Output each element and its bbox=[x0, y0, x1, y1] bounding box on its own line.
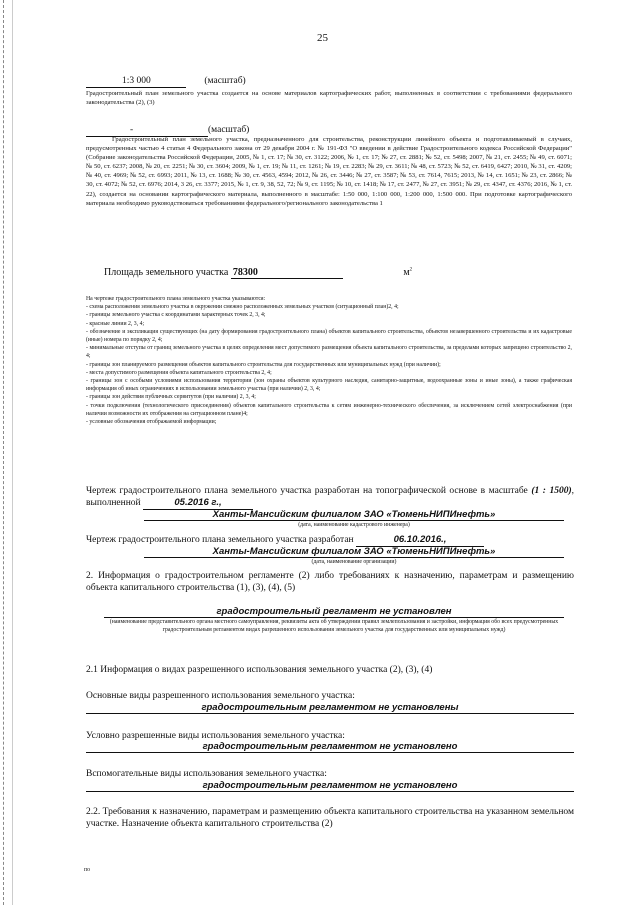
gpzu-developer: Чертеж градостроительного плана земельного участка разработан 06.10.2016., bbox=[86, 534, 574, 547]
scan-edge-left bbox=[3, 0, 5, 905]
scale-note-1: Градостроительный план земельного участка создается на основе материалов картографических работ, выполненных в соответствии с требованиями федерального законодательства (2), (3) bbox=[86, 90, 572, 107]
indication-item: - границы земельного участка с координатами характерных точек 2, 3, 4; bbox=[86, 312, 266, 319]
indication-item: - точки подключения (технологического присоединения) объектов капитального строительства к сетям инженерно-технического обеспечения, за исключением сетей электроснабжения (при наличии возможности их отображения на ситуационном плане)4; bbox=[86, 402, 572, 417]
footer-mark: по bbox=[84, 867, 91, 873]
scale-row-1 bbox=[86, 75, 286, 88]
topo-org: Ханты-Мансийским филиалом ЗАО «ТюменьНИПИнефть» bbox=[144, 509, 564, 521]
main-uses-label: Основные виды разрешенного использования земельного участка: bbox=[86, 691, 355, 701]
regulation-caption: (наименование представительного органа местного самоуправления, реквизиты акта об утверждении правил землепользования и застройки, информация обо всех предусмотренных градостроительным регламентом видах разрешенного использования земельного участка для государственных или муниципальных нужд) bbox=[109, 619, 559, 634]
scale-label-1: (масштаб) bbox=[204, 76, 246, 86]
area-unit: $м^2$ bbox=[403, 267, 413, 278]
auxiliary-uses-value: градостроительным регламентом не установлено bbox=[86, 780, 574, 792]
topo-org-caption: (дата, наименование кадастрового инженера) bbox=[298, 522, 410, 528]
topo-basis: Чертеж градостроительного плана земельного участка разработан на топографической основе в масштабе (1 : 1500), выполненной 05.2016 г., bbox=[86, 486, 574, 508]
regulation-status: градостроительный регламент не установлен bbox=[104, 606, 564, 618]
topo-org-block bbox=[144, 509, 564, 529]
scan-margin-line bbox=[12, 0, 13, 905]
page-number: 25 bbox=[317, 32, 328, 44]
indication-item: - границы зон действия публичных сервитутов (при наличии) 2, 3, 4; bbox=[86, 394, 256, 401]
developer-org-block bbox=[144, 546, 564, 566]
section-2-heading: 2. Информация о градостроительном регламенте (2) либо требованиях к назначению, параметрам и размещению объекта капитального строительства (1), (3), (4), (5) bbox=[86, 571, 574, 593]
area-label: Площадь земельного участка bbox=[104, 267, 229, 278]
indication-item: - границы зон с особыми условиями использования территории (зон охраны объектов культурного наследия, санитарно-защитные, водоохранные зоны и иные зоны), а также графическая информация об иных ограничениях в использовании земельного участка (при наличии) 2, 3, 4; bbox=[86, 378, 572, 393]
developer-org-caption: (дата, наименование организации) bbox=[311, 559, 397, 565]
indications-intro: На чертеже градостроительного плана земельного участка указываются: bbox=[86, 296, 266, 302]
indication-item: - границы зон планируемого размещения объектов капитального строительства для государственных или муниципальных нужд (при наличии); bbox=[86, 361, 441, 368]
scale-label-2: (масштаб) bbox=[208, 125, 250, 135]
area-row bbox=[104, 267, 544, 279]
scale-value-2: - bbox=[86, 124, 208, 137]
section-2-2-heading: 2.2. Требования к назначению, параметрам и размещению объекта капитального строительства на указанном земельном участке. Назначение объекта капитального строительства (2) bbox=[86, 807, 574, 829]
scale-value-1: 1:3 000 bbox=[86, 75, 186, 88]
indication-item: - минимальные отступы от границ земельного участка в целях определения мест допустимого размещения объекта капитального строительства, за пределами которых запрещено строительство 2, 4; bbox=[86, 345, 572, 360]
regulation-block bbox=[104, 606, 564, 634]
drawing-indications bbox=[86, 295, 572, 426]
indication-item: - условные обозначения отображаемой информации; bbox=[86, 419, 217, 426]
conditional-uses-value: градостроительным регламентом не установлено bbox=[86, 741, 574, 753]
conditional-uses-label: Условно разрешенные виды использования земельного участка: bbox=[86, 731, 345, 741]
developer-org: Ханты-Мансийским филиалом ЗАО «ТюменьНИПИнефть» bbox=[144, 546, 564, 558]
indication-item: - красные линии 2, 3, 4; bbox=[86, 320, 145, 327]
auxiliary-uses-label: Вспомогательные виды использования земельного участка: bbox=[86, 769, 327, 779]
indication-item: - места допустимого размещения объекта капитального строительства 2, 4; bbox=[86, 369, 272, 376]
indication-item: - схема расположения земельного участка в окружении смежно расположенных земельных участков (ситуационный план)2, 4; bbox=[86, 304, 399, 311]
topo-date: 05.2016 г., bbox=[143, 497, 253, 510]
area-value: 78300 bbox=[231, 267, 343, 279]
developer-date: 06.10.2016., bbox=[356, 534, 484, 547]
scale-note-2: Градостроительный план земельного участка, предназначенного для строительства, реконструкции линейного объекта и подготавливаемый в случаях, предусмотренных частью 4 статьи 4 Федерального закона от 29 декабря 2004 г. № 191-ФЗ "О введении в действие Градостроительного кодекса Российской Федерации" (Собрание законодательства Российской Федерации, 2005, № 1, ст. 17; № 30, ст. 3122; 2006, № 1, ст. 17; № 27, ст. 2881; № 52, ст. 5498; 2007, № 21, ст. 2455; № 49, ст. 6071; № 50, ст. 6237; 2008, № 20, ст. 2251; № 30, ст. 3604; 2009, № 1, ст. 19; № 11, ст. 1261; № 19, ст. 2283; № 29, ст. 3611; № 48, ст. 5723; № 52, ст. 6419, 6427; 2010, № 31, ст. 4209; № 40, ст. 4969; № 52, ст. 6993; 2011, № 13, ст. 1688; № 30, ст. 4563, 4594; 2012, № 26, ст. 3446; № 27, ст. 3587; № 53, ст. 7614, 7615; 2013, № 14, ст. 1651; № 23, ст. 2866; № 30, ст. 4072; № 52, ст. 6976; 2014, 3 26, ст. 3377; 2015, № 1, ст. 9, 38, 52, 72; № 9, ст. 1195; № 10, ст. 1418; № 17, ст. 2477, № 27, ст. 3951; № 29, ст. 4347, ст. 4376; 2016, № 1, ст. 22), создается на основании картографического материала, выполненного в масштабе: 1:50 000, 1:100 000, 1:200 000, 1:500 000. При подготовке картографического материала необходимо руководствоваться требованиями федерального/регионального законодательства 1 bbox=[86, 136, 572, 207]
main-uses-value: градостроительным регламентом не установлены bbox=[86, 702, 574, 714]
indication-item: - обозначение и экспликация существующих (на дату формирования градостроительного плана) объектов капитального строительства, объектов незавершенного строительства и их кадастровые (иные) номера по порядку 2, 4; bbox=[86, 328, 572, 344]
section-2-1-heading: 2.1 Информация о видах разрешенного использования земельного участка (2), (3), (4) bbox=[86, 665, 433, 675]
